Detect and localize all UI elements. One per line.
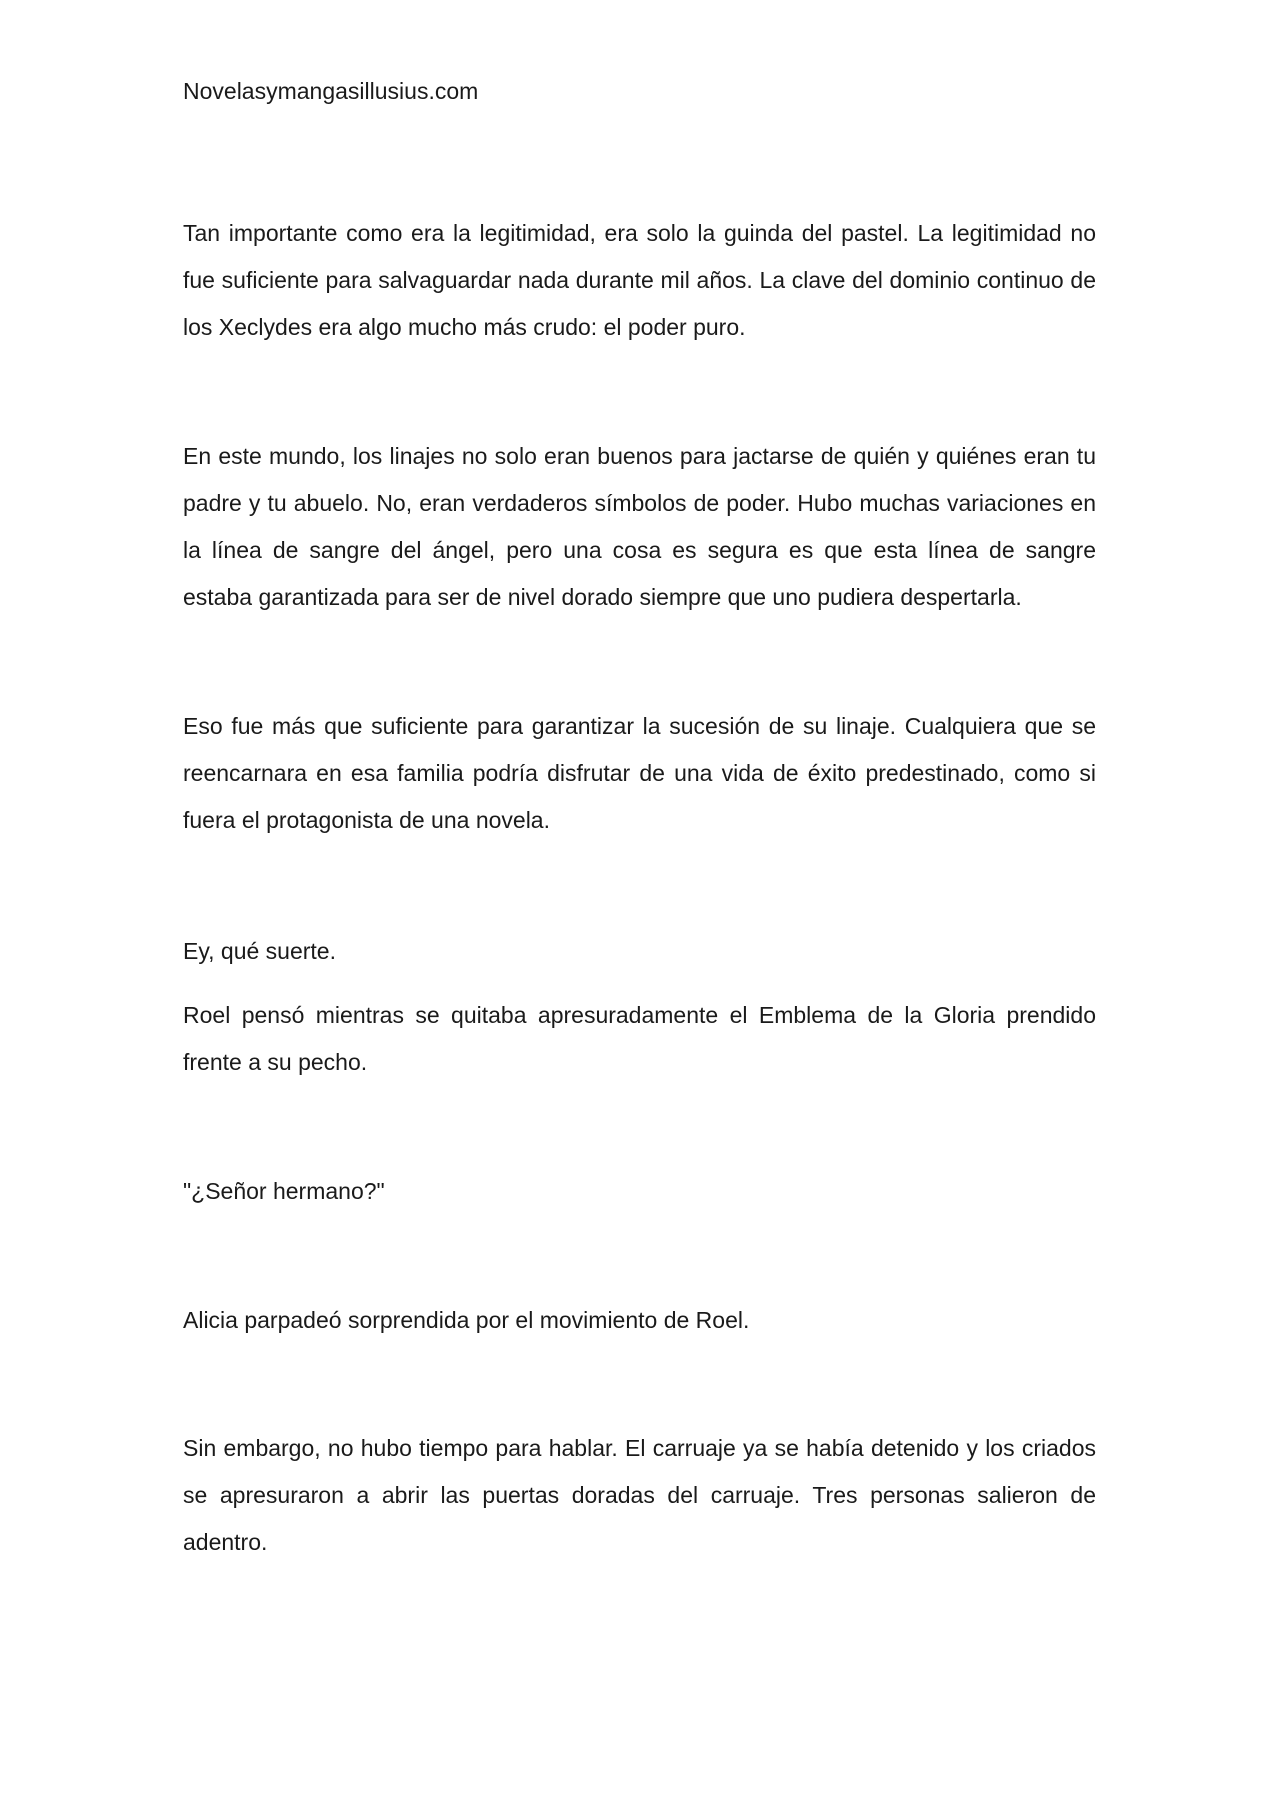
paragraph-alicia: Alicia parpadeó sorprendida por el movimiento de Roel. [183,1307,750,1333]
paragraph-dialogo-hermano: "¿Señor hermano?" [183,1178,385,1204]
paragraph-roel-emblema: Roel pensó mientras se quitaba apresuradamente el Emblema de la Gloria prendido frente a su pecho. [183,1002,1096,1075]
paragraph-carruaje: Sin embargo, no hubo tiempo para hablar. El carruaje ya se había detenido y los criados se apresuraron a abrir las puertas doradas del carruaje. Tres personas salieron de adentro. [183,1435,1096,1555]
paragraph-sucesion: Eso fue más que suficiente para garantizar la sucesión de su linaje. Cualquiera que se reencarnara en esa familia podría disfrutar de una vida de éxito predestinado, como si fuera el protagonista de una novela. [183,713,1096,833]
site-header: Novelasymangasillusius.com [183,78,479,104]
paragraph-linajes: En este mundo, los linajes no solo eran buenos para jactarse de quién y quiénes eran tu padre y tu abuelo. No, eran verdaderos símbolos de poder. Hubo muchas variaciones en la línea de sangre del ángel, pero una cosa es segura es que esta línea de sangre estaba garantizada para ser de nivel dorado siempre que uno pudiera despertarla. [183,443,1096,610]
paragraph-suerte: Ey, qué suerte. [183,938,336,964]
paragraph-legitimidad: Tan importante como era la legitimidad, era solo la guinda del pastel. La legitimidad no fue suficiente para salvaguardar nada durante mil años. La clave del dominio continuo de los Xeclydes era algo mucho más crudo: el poder puro. [183,220,1096,340]
